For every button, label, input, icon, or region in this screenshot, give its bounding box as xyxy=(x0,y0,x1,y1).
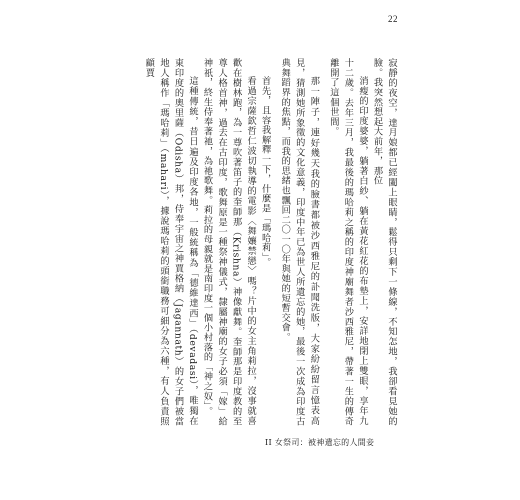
paragraph-1: 寂靜的夜空，達月娘都已經闔上眼睛，鬆得只剩下一條線，不知怎地，我卻看見她的臉。我突然想起大前年，那位 xyxy=(371,58,397,426)
vertical-text-body xyxy=(126,58,398,426)
paragraph-6: 這種傳統，昔日遍及印度各地，一般統稱為「德維達西」（devadasi），唯獨在東印度的奧里薩（Odisha）邦，侍奉宇宙之神賈格納（Jagannath）的女子們被當地人稱作「瑪哈莉」（mahari），據說瑪哈莉的頭銜職務可細分為六種，有人負責照顧賈 xyxy=(143,58,198,426)
page-number: 22 xyxy=(388,14,398,24)
paragraph-2: 消瘦的印度婆婆，躺著白紗、躺在黃花紅花的布墊上，安詳地閉上雙眼，享年九十二歲。去年三月，我最後的瑪哈莉之稱的印度神廟舞者沙西雅尼，帶著一生的傳奇離開了這個世間。 xyxy=(327,58,368,426)
paragraph-4: 首先，且容我解釋一下，什麼是「瑪哈莉」。 xyxy=(259,76,271,268)
paragraph-3: 那一陣子，連好幾天我的臉書都被沙西雅尼的訃聞洗版，大家紛紛留言憶表高見，猜測她所象徵的文化意義，印度中年已為世人所遺忘的她，最後一次成為印度古典舞蹈界的焦點，而我的思緒也飄回二〇一〇年與她的短暫交會。 xyxy=(279,58,320,426)
paragraph-5: 看過宗薩欽哲仁波切執導的電影〈舞孃禁戀〉嗎？片中的女主角莉拉，沒事就喜歡在樹林跑，為一尊吹著笛子的奎師那（Krishna）神像獻舞。奎師那是印度教的至尊人格首神，過去在古印度，歌舞原是一種祭神儀式，隸屬神廟的女子必須「嫁」給神祇，終生侍奉著祂，為祂歌舞。莉拉的母親就是南印度一個小村落的「神之奴」。 xyxy=(201,58,257,426)
running-footer: II 女祭司：被神遺忘的人間妾 xyxy=(265,438,375,447)
